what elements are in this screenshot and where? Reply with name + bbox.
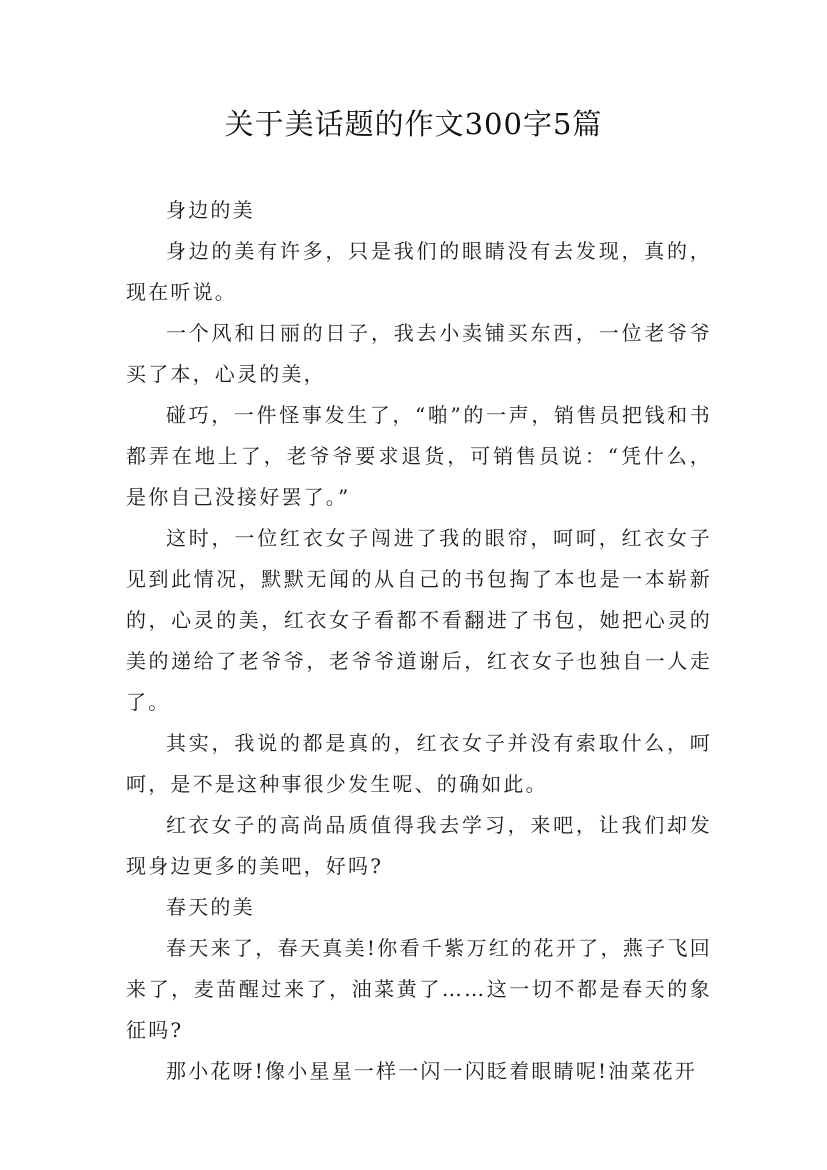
paragraph: 碰巧，一件怪事发生了，“啪”的一声，销售员把钱和书都弄在地上了，老爷爷要求退货，可销售员说：“凭什么，是你自己没接好罢了。” <box>126 403 712 509</box>
paragraph: 身边的美有许多，只是我们的眼睛没有去发现，真的，现在听说。 <box>126 239 712 304</box>
subheading-shenbian: 身边的美 <box>166 198 255 222</box>
paragraph: 其实，我说的都是真的，红衣女子并没有索取什么，呵呵，是不是这种事很少发生呢、的确如此。 <box>126 731 712 796</box>
subheading-chuntian: 春天的美 <box>166 895 255 919</box>
paragraph: 春天来了，春天真美!你看千紫万红的花开了，燕子飞回来了，麦苗醒过来了，油菜黄了……这一切不都是春天的象征吗? <box>126 936 712 1042</box>
paragraph: 那小花呀!像小星星一样一闪一闪眨着眼睛呢!油菜花开 <box>166 1059 698 1083</box>
paragraph: 这时，一位红衣女子闯进了我的眼帘，呵呵，红衣女子见到此情况，默默无闻的从自己的书包掏了本也是一本崭新的，心灵的美，红衣女子看都不看翻进了书包，她把心灵的美的递给了老爷爷，老爷爷道谢后，红衣女子也独自一人走了。 <box>126 526 712 714</box>
paragraph: 红衣女子的高尚品质值得我去学习，来吧，让我们却发现身边更多的美吧，好吗? <box>126 813 712 878</box>
paragraph: 一个风和日丽的日子，我去小卖铺买东西，一位老爷爷买了本，心灵的美， <box>126 321 712 386</box>
document-body <box>126 190 712 1092</box>
document-title: 关于美话题的作文300字5篇 <box>224 107 603 141</box>
